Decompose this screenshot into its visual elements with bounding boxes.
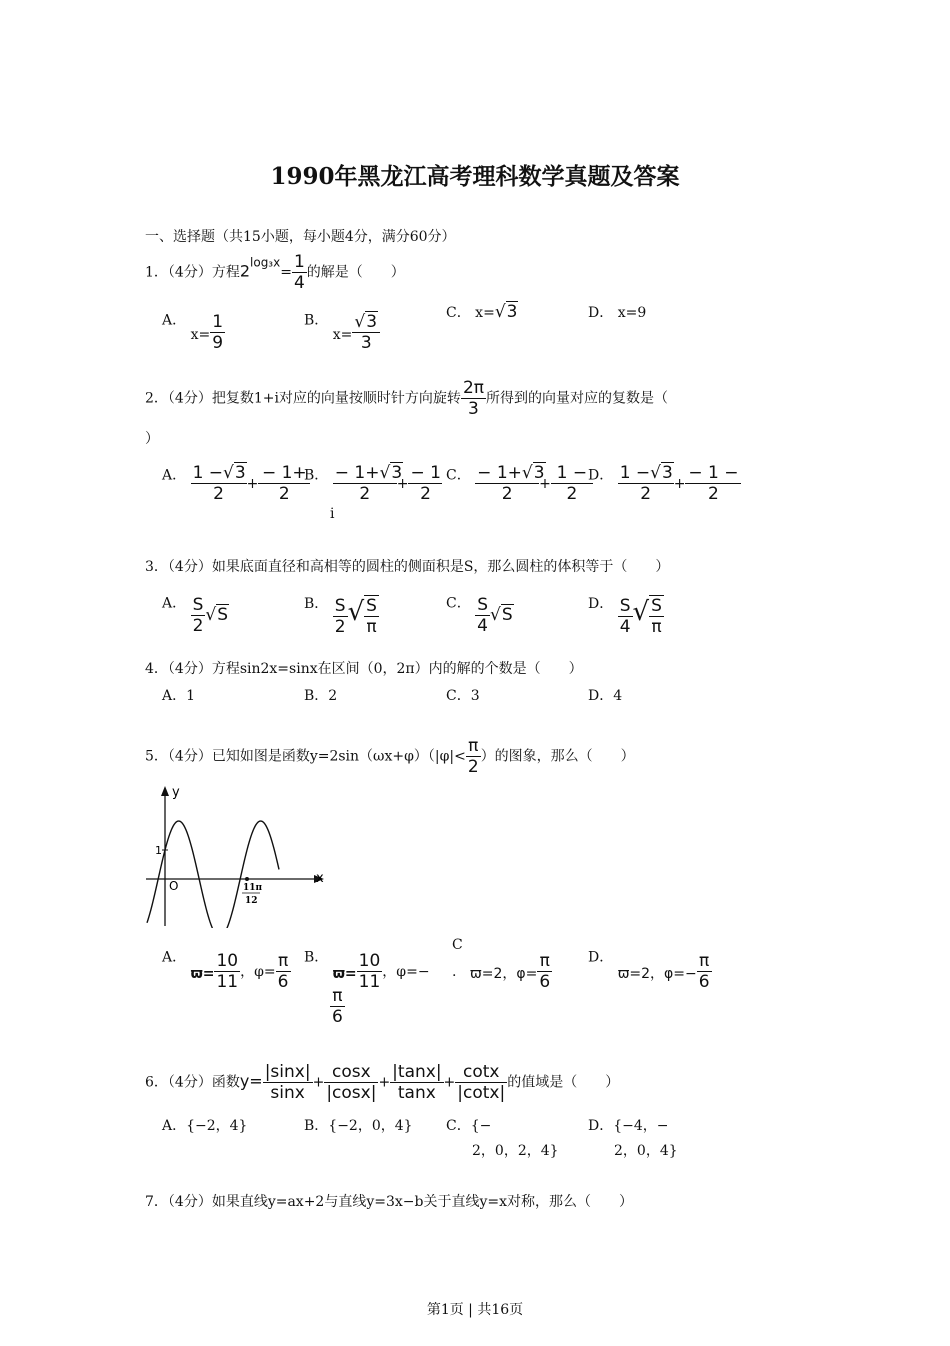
- q2-d-d2: 2: [685, 483, 741, 504]
- q2-a-n2: − 1+: [261, 463, 307, 483]
- q5-d-pn: π: [699, 951, 710, 971]
- q2-angle-fraction: [461, 378, 486, 419]
- q1-option-a[interactable]: [162, 300, 225, 353]
- q1-rhs-den: 4: [293, 273, 305, 293]
- q6-plus-1: +: [312, 1074, 325, 1091]
- q3-d-label: D．: [588, 596, 614, 612]
- q5-a-phi: ，φ=: [240, 963, 276, 980]
- q6-option-d-line2: 2，0，4}: [614, 1143, 678, 1159]
- q3-c-den: 4: [477, 616, 488, 636]
- q5-a-omega: ϖ=: [190, 965, 215, 982]
- q5-b-omega: ϖ=: [332, 965, 357, 982]
- q2-a-r1: 3: [234, 463, 246, 483]
- q5-b-pd: 6: [332, 1007, 343, 1027]
- q1-exponent: log₃x: [250, 255, 281, 270]
- q1-stem-suffix: 的解是（ ）: [306, 264, 405, 281]
- q1-base: 2: [239, 261, 251, 281]
- q3-c-num: S: [477, 595, 488, 615]
- q2-option-b[interactable]: B． $\frac{- 1+√3}{2}$ + $\frac{- 1}{2}$: [304, 463, 441, 504]
- q1-b-pre: x=: [332, 326, 353, 343]
- q5-b-phi: ，φ=−: [382, 963, 430, 980]
- q1-c-pre: x=: [475, 305, 495, 321]
- q3-c-label: C．: [446, 595, 471, 612]
- q2-b-d1: 2: [333, 483, 397, 504]
- question-6: [145, 1062, 619, 1103]
- q3-a-rad: S: [217, 604, 229, 625]
- q2-c-n1: − 1+: [477, 463, 522, 483]
- q2-option-c[interactable]: C． $\frac{- 1+√3}{2}$ + $\frac{1 -}{2}$: [446, 455, 593, 496]
- q1-d-label: D．: [588, 305, 614, 321]
- q2-d-label: D．: [588, 467, 614, 484]
- q5-c-pd: 6: [539, 972, 551, 992]
- question-7: 7．（4分）如果直线y=ax+2与直线y=3x−b关于直线y=x对称，那么（ ）: [145, 1194, 634, 1210]
- graph-x-label: x: [316, 871, 324, 886]
- q1-eq: =: [280, 264, 292, 281]
- q2-option-a[interactable]: A． $\frac{1 -√3}{2}$ + $\frac{- 1+}{2}$: [162, 455, 310, 496]
- q6-f3-den: tanx: [390, 1082, 443, 1103]
- q2-b-r1: 3: [391, 463, 403, 483]
- q1-rhs-fraction: [292, 252, 307, 293]
- q1-option-c[interactable]: C． x=√3: [446, 302, 518, 322]
- q5-bound-den: 2: [467, 757, 479, 777]
- q5-c-omega: ϖ=2，φ=: [470, 965, 538, 982]
- question-2: [145, 378, 668, 419]
- q1-b-den: 3: [352, 332, 380, 353]
- q2-b-n1: − 1+: [334, 463, 380, 483]
- graph-origin-label: O: [169, 879, 179, 893]
- q3-option-b[interactable]: B． $\frac{S}{2}$ √ $\frac{S}{\pi}$: [304, 595, 377, 637]
- q2-d-d1: 2: [618, 483, 674, 504]
- q1-b-fraction: $\frac{√3}{3}$: [352, 312, 380, 353]
- section-heading: 一、选择题（共15小题，每小题4分，满分60分）: [145, 229, 456, 245]
- q5-b-pn: π: [332, 986, 343, 1006]
- q2-option-d[interactable]: D． $\frac{1 -√3}{2}$ + $\frac{- 1 -}{2}$: [588, 455, 741, 496]
- q5-bound-fraction: [466, 736, 481, 777]
- q1-a-fraction: [210, 312, 225, 353]
- q3-a-num: S: [192, 595, 204, 615]
- graph-y-tick-label: 1: [155, 844, 162, 857]
- q1-option-b[interactable]: [304, 300, 380, 353]
- q2-a-d2: 2: [258, 483, 310, 504]
- q1-c-label: C．: [446, 305, 471, 321]
- q5-a-label: A．: [162, 949, 187, 966]
- graph-y-arrow-icon: [161, 786, 169, 796]
- q3-b-num: S: [334, 595, 346, 616]
- page-footer: 第1页 | 共16页: [426, 1302, 524, 1318]
- q2-c-r1: 3: [533, 463, 545, 483]
- q5-a-wd: 11: [216, 972, 239, 992]
- q5-option-d[interactable]: [588, 937, 712, 992]
- q2-b-n2: − 1: [410, 463, 441, 483]
- q5-sine-graph: [140, 778, 340, 928]
- q5-stem-prefix: 5．（4分）已知如图是函数y=2sin（ωx+φ）（|φ|<: [145, 748, 466, 765]
- q6-f1-den: sinx: [263, 1082, 313, 1103]
- q3-b-label: B．: [304, 596, 329, 612]
- document-title: 1990年黑龙江高考理科数学真题及答案: [270, 163, 680, 190]
- q5-d-pd: 6: [698, 972, 710, 992]
- q1-a-den: 9: [212, 333, 224, 353]
- q5-d-omega: ϖ=2，φ=−: [617, 965, 697, 982]
- q6-y-eq: y=: [239, 1071, 263, 1091]
- q2-angle-num: 2π: [462, 378, 484, 398]
- question-5: [145, 736, 635, 777]
- q3-option-a[interactable]: A． $\frac{S}{2}$ √S: [162, 595, 229, 636]
- q2-d-r1: 3: [662, 463, 673, 483]
- q1-stem-prefix: 1．（4分）方程: [145, 264, 240, 281]
- q6-option-b[interactable]: B．{−2，0，4}: [304, 1118, 413, 1134]
- q4-option-c[interactable]: C．3: [446, 688, 480, 704]
- q1-rhs-num: 1: [293, 252, 305, 272]
- q5-b-phi-fraction: [330, 986, 345, 1027]
- q6-f4-num: cotx: [463, 1062, 500, 1082]
- q3-b-rden: π: [364, 616, 379, 637]
- q5-option-c[interactable]: [470, 937, 552, 992]
- question-4: 4．（4分）方程sin2x=sinx在区间（0，2π）内的解的个数是（ ）: [145, 661, 583, 677]
- q2-c-plus: +: [539, 475, 551, 492]
- question-1: [145, 252, 405, 293]
- q3-a-den: 2: [192, 616, 204, 636]
- q3-d-num: S: [619, 595, 631, 616]
- q6-option-c[interactable]: C．{−: [446, 1118, 492, 1134]
- q6-stem-prefix: 6．（4分）函数: [145, 1074, 240, 1091]
- q4-option-a[interactable]: A．1: [162, 688, 196, 704]
- q3-d-rnum: S: [651, 596, 662, 616]
- q1-option-d[interactable]: [588, 302, 646, 322]
- graph-y-label: y: [172, 785, 180, 800]
- q2-angle-den: 3: [461, 398, 486, 419]
- q3-d-rden: π: [649, 616, 664, 637]
- q3-option-c[interactable]: C． $\frac{S}{4}$ √S: [446, 595, 513, 636]
- q2-stem-line2: ）: [145, 431, 159, 447]
- graph-x-tick-den: 12: [245, 896, 258, 906]
- q1-a-num: 1: [212, 312, 224, 332]
- q1-c-radicand: 3: [506, 302, 518, 322]
- q2-a-n1: 1 −: [192, 463, 224, 483]
- q5-b-wn: 10: [358, 951, 381, 971]
- q6-f2-den: |cosx|: [326, 1083, 377, 1103]
- q5-a-pd: 6: [277, 972, 289, 992]
- q5-option-b[interactable]: [304, 937, 430, 992]
- q6-option-a[interactable]: A．{−2，4}: [162, 1118, 248, 1134]
- q2-b-plus: +: [396, 475, 409, 492]
- q3-option-d[interactable]: D． $\frac{S}{4}$ √ $\frac{S}{\pi}$: [588, 595, 662, 637]
- q2-d-n2: − 1 −: [688, 463, 739, 483]
- q1-b-label: B．: [304, 312, 329, 329]
- q6-option-d[interactable]: D．{−4，−: [588, 1118, 669, 1134]
- q5-option-c-label[interactable]: C: [452, 937, 463, 953]
- q6-f3-num: |tanx|: [392, 1062, 442, 1082]
- graph-x-tick-point: [245, 877, 249, 881]
- q5-option-a[interactable]: [162, 937, 291, 992]
- q3-c-rad: S: [501, 604, 513, 625]
- q2-stem-prefix: 2．（4分）把复数1+i对应的向量按顺时针方向旋转: [145, 390, 461, 407]
- q2-stem-suffix: 所得到的向量对应的复数是（: [486, 390, 668, 407]
- q5-b-label: B．: [304, 949, 329, 966]
- q3-d-den: 4: [619, 616, 631, 637]
- q2-b-imag-unit: i: [330, 506, 335, 522]
- q5-d-label: D．: [588, 949, 614, 966]
- graph-x-tick-num: 11π: [243, 883, 263, 893]
- q2-b-label: B．: [304, 467, 329, 484]
- q5-a-pn: π: [277, 951, 289, 971]
- q6-option-c-line2: 2，0，2，4}: [472, 1143, 559, 1159]
- q5-b-wd: 11: [358, 972, 381, 992]
- q1-a-label: A．: [162, 312, 187, 329]
- q1-b-radicand: 3: [366, 312, 378, 332]
- q6-f4-den: |cotx|: [457, 1083, 506, 1103]
- q2-d-plus: +: [673, 475, 686, 492]
- q2-d-n1: 1 −: [619, 463, 651, 483]
- q2-a-plus: +: [246, 475, 259, 492]
- q1-a-pre: x=: [190, 326, 211, 343]
- q3-b-rnum: S: [366, 596, 377, 616]
- q5-c-pn: π: [539, 951, 550, 971]
- q3-a-label: A．: [162, 595, 187, 612]
- q4-option-b[interactable]: B．2: [304, 688, 338, 704]
- q6-stem-suffix: 的值域是（ ）: [507, 1074, 620, 1091]
- question-3: 3．（4分）如果底面直径和高相等的圆柱的侧面积是S，那么圆柱的体积等于（ ）: [145, 559, 670, 575]
- q6-f2-num: cosx: [332, 1062, 371, 1082]
- q2-a-d1: 2: [191, 483, 247, 504]
- q3-b-den: 2: [334, 616, 346, 637]
- q6-f1-num: |sinx|: [264, 1062, 311, 1082]
- q5-stem-suffix: ）的图象，那么（ ）: [480, 748, 635, 765]
- q5-bound-num: π: [468, 736, 479, 756]
- q5-a-wn: 10: [216, 951, 239, 971]
- q2-a-label: A．: [162, 467, 187, 484]
- q2-b-d2: 2: [408, 483, 442, 504]
- q6-plus-2: +: [378, 1074, 391, 1091]
- graph-sine-curve: [147, 821, 279, 928]
- q1-d-text: x=9: [617, 305, 647, 321]
- q2-c-d1: 2: [475, 483, 539, 504]
- q2-c-d2: 2: [551, 483, 593, 504]
- q4-option-d[interactable]: D．4: [588, 688, 623, 704]
- q6-plus-3: +: [443, 1074, 456, 1091]
- q5-option-c-dot: .: [452, 964, 457, 980]
- q2-c-n2: 1 −: [556, 463, 588, 483]
- q2-c-label: C．: [446, 467, 471, 484]
